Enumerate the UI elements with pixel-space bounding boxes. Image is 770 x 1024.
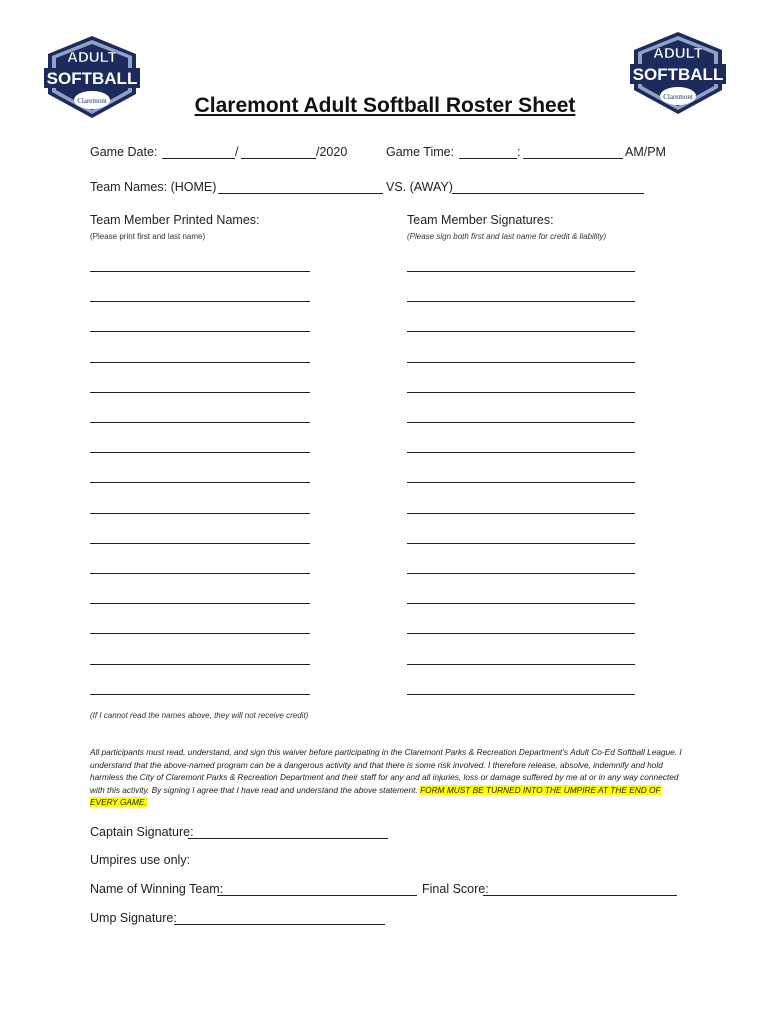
home-team-label: Team Names: (HOME) <box>90 180 217 194</box>
svg-text:SOFTBALL: SOFTBALL <box>46 69 138 88</box>
final-score-label: Final Score: <box>422 882 489 896</box>
game-time-label: Game Time: <box>386 145 455 159</box>
signature-field[interactable] <box>407 633 635 634</box>
signature-field[interactable] <box>407 452 635 453</box>
ump-signature-label: Ump Signature: <box>90 911 177 925</box>
printed-names-header: Team Member Printed Names: <box>90 213 260 227</box>
svg-text:ADULT: ADULT <box>67 49 117 66</box>
waiver-highlight: FORM MUST BE TURNED INTO THE UMPIRE AT THE END OF EVERY GAME. <box>90 784 661 807</box>
printed-names-hint: (Please print first and last name) <box>90 232 206 241</box>
captain-signature-label: Captain Signature: <box>90 825 194 839</box>
winning-team-field[interactable] <box>217 895 417 896</box>
signature-field[interactable] <box>407 392 635 393</box>
away-team-field[interactable] <box>452 193 644 194</box>
signature-field[interactable] <box>407 603 635 604</box>
printed-name-field[interactable] <box>90 633 310 634</box>
winning-team-label: Name of Winning Team: <box>90 882 224 896</box>
printed-name-field[interactable] <box>90 573 310 574</box>
printed-name-field[interactable] <box>90 664 310 665</box>
printed-name-field[interactable] <box>90 603 310 604</box>
printed-name-field[interactable] <box>90 301 310 302</box>
game-date-year: /2020 <box>316 145 348 159</box>
signature-field[interactable] <box>407 301 635 302</box>
signature-field[interactable] <box>407 422 635 423</box>
game-time-suffix: AM/PM <box>625 145 666 159</box>
away-team-label: VS. (AWAY) <box>386 180 453 194</box>
svg-text:ADULT: ADULT <box>653 45 703 62</box>
home-team-field[interactable] <box>218 193 383 194</box>
printed-name-field[interactable] <box>90 452 310 453</box>
svg-text:SOFTBALL: SOFTBALL <box>632 65 724 84</box>
printed-name-field[interactable] <box>90 513 310 514</box>
svg-text:Claremont: Claremont <box>663 93 693 101</box>
signatures-header: Team Member Signatures: <box>407 213 554 227</box>
signature-field[interactable] <box>407 694 635 695</box>
signatures-hint: (Please sign both first and last name for credit & liability) <box>407 232 607 241</box>
printed-name-field[interactable] <box>90 392 310 393</box>
signature-field[interactable] <box>407 482 635 483</box>
printed-name-field[interactable] <box>90 362 310 363</box>
game-date-day-field[interactable] <box>241 158 316 159</box>
game-date-month-field[interactable] <box>162 158 235 159</box>
umpires-only-label: Umpires use only: <box>90 853 191 867</box>
signature-field[interactable] <box>407 362 635 363</box>
page-title: Claremont Adult Softball Roster Sheet <box>194 94 576 117</box>
captain-signature-field[interactable] <box>188 838 388 839</box>
printed-name-field[interactable] <box>90 482 310 483</box>
final-score-field[interactable] <box>483 895 677 896</box>
signature-field[interactable] <box>407 573 635 574</box>
waiver-paragraph <box>90 746 690 809</box>
ump-signature-field[interactable] <box>174 924 385 925</box>
game-time-minute-field[interactable] <box>523 158 623 159</box>
signature-field[interactable] <box>407 513 635 514</box>
printed-name-field[interactable] <box>90 543 310 544</box>
signature-field[interactable] <box>407 543 635 544</box>
printed-name-field[interactable] <box>90 271 310 272</box>
signature-field[interactable] <box>407 331 635 332</box>
printed-name-field[interactable] <box>90 694 310 695</box>
game-date-label: Game Date: <box>90 145 158 159</box>
printed-name-field[interactable] <box>90 422 310 423</box>
svg-text:Claremont: Claremont <box>77 97 107 105</box>
game-time-hour-field[interactable] <box>459 158 517 159</box>
printed-name-field[interactable] <box>90 331 310 332</box>
credit-note: (If I cannot read the names above, they will not receive credit) <box>90 711 309 720</box>
signature-field[interactable] <box>407 271 635 272</box>
signature-field[interactable] <box>407 664 635 665</box>
waiver-text: All participants must read, understand, and sign this waiver before participating in the Claremont Parks & Recreation Department’s Adult Co-Ed Softball League. I understand that the above-named program can be a dangerous activity and that there is some risk involved. I therefore release, absolve, indemnify and hold harmless the City of Claremont Parks & Recreation Department and their staff for any and all injuries, loss or damage suffered by me at or in any way connected with this activity. By signing I agree that I have read and understand the above statement. <box>90 747 682 795</box>
